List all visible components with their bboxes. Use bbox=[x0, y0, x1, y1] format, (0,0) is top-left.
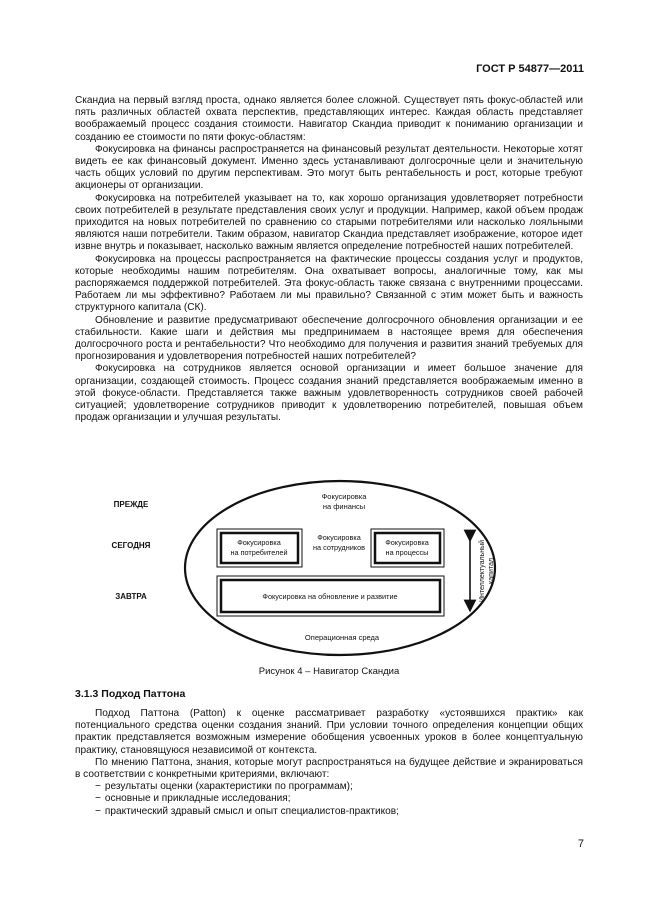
label-past: ПРЕЖДЕ bbox=[113, 500, 149, 509]
finance-focus-line1: Фокусировка bbox=[321, 492, 367, 501]
criteria-list bbox=[75, 781, 583, 818]
figure-caption: Рисунок 4 – Навигатор Скандиа bbox=[258, 666, 400, 677]
intellectual-capital-line2: капитал bbox=[488, 558, 495, 584]
body-text-top bbox=[75, 95, 583, 424]
paragraph: Скандиа на первый взгляд проста, однако является более сложной. Существует пять фокус-областей или пять различных областей охвата перспектив, представляющих интерес. Каждая область представляет воображаемый процесс создания стоимости. Навигатор Скандиа приводит к пониманию организации и созданию ее стоимости по пяти фокус-областям: bbox=[75, 95, 583, 143]
body-text-bottom bbox=[75, 708, 583, 818]
label-today: СЕГОДНЯ bbox=[111, 541, 151, 550]
processes-focus-line2: на процессы bbox=[385, 548, 429, 557]
employees-focus-line2: на сотрудников bbox=[312, 543, 366, 552]
skandia-navigator-diagram bbox=[100, 478, 560, 658]
list-item: − практический здравый смысл и опыт специалистов-практиков; bbox=[95, 805, 399, 817]
section-heading: 3.1.3 Подход Паттона bbox=[75, 688, 186, 700]
paragraph: Подход Паттона (Patton) к оценке рассматривает разработку «устоявшихся практик» как потенциального средства оценки создания знаний. При условии точного определения концепции общих практик представляется возможным измерение обобщения усвоенных уроков в более концептуальную практику, становящуюся независимой от контекста. bbox=[75, 708, 583, 756]
paragraph: Фокусировка на финансы распространяется на финансовый результат деятельности. Некоторые хотят видеть ее как финансовый документ. Именно здесь устанавливают долгосрочные цели и значительную часть общих условий по другим перспективам. Это могут быть рентабельность и рост, которые требуют акционеры от организации. bbox=[75, 143, 583, 192]
paragraph: Фокусировка на процессы распространяется на фактические процессы создания услуг и продуктов, которые необходимы нашим потребителям. Она охватывает вопросы, аналогичные тому, как мы распоряжаемся поддержкой потребителей. Эта фокус-область также связана с внутренними процессами. Работаем ли мы эффективно? Работаем ли мы правильно? Связанной с этим может быть и важность структурного капитала (СК). bbox=[75, 253, 583, 314]
diagram-svg bbox=[100, 478, 560, 658]
paragraph: По мнению Паттона, знания, которые могут распространяться на будущее действие и экранироваться в соответствии с конкретными критериями, включают: bbox=[75, 756, 583, 781]
renewal-focus: Фокусировка на обновление и развитие bbox=[262, 592, 398, 601]
list-item: − основные и прикладные исследования; bbox=[95, 793, 291, 805]
paragraph: Фокусировка на сотрудников является основой организации и имеет большое значение для организации, создающей стоимость. Процесс создания знаний представляется воображаемым именно в этой фокусе-области. Представляется также важным удовлетворенность сотрудников своей рабочей ситуацией; удовлетворение сотрудников приводит к удовлетворению потребителей, повышая объем продаж организации и улучшая результаты. bbox=[75, 363, 583, 424]
operating-environment: Операционная среда bbox=[304, 633, 380, 642]
paragraph: Обновление и развитие предусматривают обеспечение долгосрочного обновления организации и ее стабильности. Какие шаги и действия мы предпринимаем в настоящее время для обеспечения долгосрочного роста и рентабельности? Что необходимо для получения и развития знаний требуемых для прогнозирования и удовлетворения потребностей наших потребителей? bbox=[75, 314, 583, 363]
finance-focus-line2: на финансы bbox=[322, 502, 366, 511]
page-number: 7 bbox=[577, 838, 584, 850]
employees-focus-line1: Фокусировка bbox=[317, 533, 361, 542]
label-tomorrow: ЗАВТРА bbox=[115, 592, 147, 601]
processes-focus-line1: Фокусировка bbox=[385, 538, 429, 547]
customers-focus-line2: на потребителей bbox=[230, 548, 288, 557]
customers-focus-line1: Фокусировка bbox=[237, 538, 281, 547]
paragraph: Фокусировка на потребителей указывает на то, как хорошо организация удовлетворяет потребности своих потребителей в результате представления своих услуг и продукции. Например, какой объем продаж приходится на новых потребителей по сравнению со старыми потребителями или насколько лояльными являются наши потребители. Таким образом, навигатор Скандиа представляет изображение, которое идет извне внутрь и показывает, насколько важным является определение потребностей наших потребителей. bbox=[75, 192, 583, 253]
document-id: ГОСТ Р 54877—2011 bbox=[476, 63, 584, 75]
intellectual-capital-line1: Интеллектуальный bbox=[479, 539, 486, 603]
list-item: − результаты оценки (характеристики по программам); bbox=[95, 781, 353, 793]
